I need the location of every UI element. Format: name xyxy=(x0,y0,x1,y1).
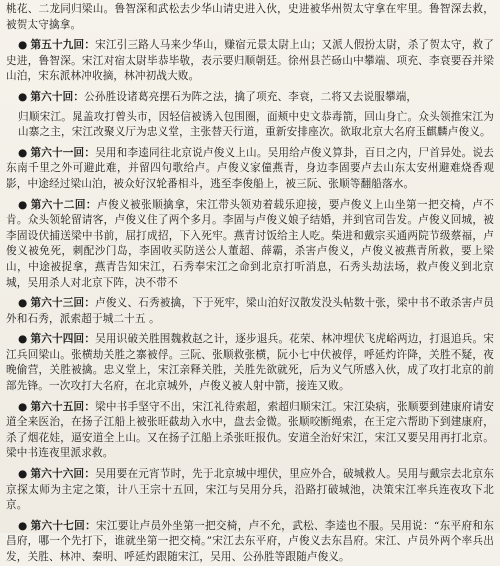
chapter-text: 梁中书手坚守不出，宋江礼待索超，索超归顺宋江。宋江染病，张顺要到建康府请安道全来医治，在扬子江船上被张旺截劫入水中，盘去金微。张顺咬断绳索，在王定六帮助下到建康府，杀了烟花娃，逼安道全上山。又在扬子江船上杀张旺报仇。安道全治好宋江，宋江又要吴用再打北京。梁中书连夜里派求救。 xyxy=(6,400,494,460)
chapter-text: 卢俊义被张顺擒拿，宋江带头领劝着载乐迎接，要卢俊义上山坐第一把交椅，卢不肯。众头领轮留请客，卢俊义住了两个多月。李固与卢俊义娘子结婚，并到官司告发。卢俊义回城，被李固设伏捕送梁中书前，屈打成招，下入死牢。燕青讨饭给主人吃。柴进和戴宗买通两院节级蔡福，卢俊义被免死，刺配沙门岛，李固收买防送公人董超、薛霸，杀害卢俊义，卢俊义被燕青所救，要上梁山，中途被捉拿，燕青告知宋江，石秀奉宋江之命到北京打听消息，石秀头劫法场，救卢俊义到北京城，吴用杀人对北京下阵，决不带不 xyxy=(6,198,494,289)
bullet-icon: ● xyxy=(18,90,28,103)
chapter-text: 公孙胜设诸葛亮摆石为阵之法，擒了项充、李衰，二将又去说服攀端， xyxy=(84,90,418,103)
chapter-text: 卢俊义、石秀被擒，下于死牢，梁山泊好汉散发没头帖数十张，梁中书不敢杀害卢员外和石秀，派索超于城二十五 。 xyxy=(6,297,494,325)
bullet-icon: ● xyxy=(18,198,28,211)
chapter-text: 吴用要在元宵节时，先于北京城中埋伏，里应外合，破城救人。吴用与戴宗去北京东京探太师为主定之策，计八王宗十五回，宋江与吴用分兵，沿路打破城池，决策宋江率兵连夜攻下北京。 xyxy=(6,468,494,512)
bullet-icon: ● xyxy=(18,519,28,532)
bullet-icon: ● xyxy=(18,400,28,413)
chapter-title: 第五十九回： xyxy=(30,39,96,52)
bullet-icon: ● xyxy=(18,297,28,310)
chapter-59 xyxy=(6,38,494,85)
chapter-63 xyxy=(6,296,494,327)
chapter-text: 吴用和李逵同往北京说卢俊义上山。吴用给卢俊义算卦，百日之内，尸首异处。说去东南千里之外可避此难，并留四句歌给卢。卢俊义家僮燕青，身边李固要卢去山东太安州避难烧香观影，中途经过梁山泊，被众好汉轮番相斗，逃至李俊船上，被三阮、张顺等翻船落水。 xyxy=(6,146,494,190)
chapter-66 xyxy=(6,467,494,514)
chapter-60 xyxy=(6,90,494,106)
chapter-title: 第六十二回： xyxy=(30,198,97,211)
bullet-icon: ● xyxy=(18,333,28,346)
chapter-title: 第六十七回： xyxy=(30,519,96,532)
chapter-62 xyxy=(6,198,494,292)
chapter-61 xyxy=(6,146,494,193)
chapter-title: 第六十一回： xyxy=(30,146,96,159)
chapter-text: 吴用识破关胜围魏救赵之计，逐步退兵。花荣、林冲埋伏飞虎峪两边，打退追兵。宋江兵回梁山。张横劫关胜之寨被俘。三阮、张顺救张横，阮小七中伏被俘，呼延灼许降，关胜不疑，夜晚偷营，关胜被擒。忠义堂上，宋江亲释关胜，关胜先欲就死，后为义气所感入伙，成了攻打北京的前部先锋。一次攻打大名府，在北京城外，卢俊义被人射中箭，接连又败。 xyxy=(6,333,494,393)
chapter-title: 第六十四回： xyxy=(30,333,96,346)
paragraph-continuation: 桃花、二龙同归梁山。鲁智深和武松去少华山请史进入伙，史进被华州贺太守拿在牢里。鲁智深去救，被贺太守擒拿。 xyxy=(6,3,494,31)
paragraph-plain: 归顺宋江。晁盖攻打曾头市，因轻信被诱入包围圈，面颊中史文恭毒箭，回山身亡。众头领推宋江为山寨之主，宋江改聚义厅为忠义堂，主张替天行道，重新安排座次。欲取北京大名府玉麒麟卢俊义。 xyxy=(18,110,494,139)
chapter-67 xyxy=(6,519,494,566)
bullet-icon: ● xyxy=(18,39,28,52)
chapter-text: 宋江要让卢员外坐第一把交椅，卢不允，武松、李逵也不服。吴用说：“东平府和东昌府，哪一个先打下，谁就坐第一把交椅。”宋江去东平府，卢俊义去东昌府。宋江、卢员外两个率兵出发，关胜、林冲、秦明、呼延灼跟随宋江，吴用、公孙胜等跟随卢俊义。 xyxy=(6,519,494,563)
chapter-title: 第六十五回： xyxy=(30,400,96,413)
chapter-title: 第六十六回： xyxy=(30,468,96,481)
chapter-title: 第六十三回： xyxy=(30,297,96,310)
chapter-64 xyxy=(6,332,494,394)
bullet-icon: ● xyxy=(18,468,28,481)
bullet-icon: ● xyxy=(18,146,28,159)
chapter-title: 第六十回： xyxy=(30,90,85,103)
chapter-65 xyxy=(6,400,494,462)
chapter-text: 宋江引三路人马来少华山，赚宿元景太尉上山；又派人假扮太尉，杀了贺太守，救了史进，鲁智深。宋江对宿太尉毕恭毕敬，表示要归顺朝廷。徐州县芒砀山中攀端、项充、李衰要吞并梁山泊，宋东派林冲收摘，林冲初战大败。 xyxy=(6,39,494,83)
